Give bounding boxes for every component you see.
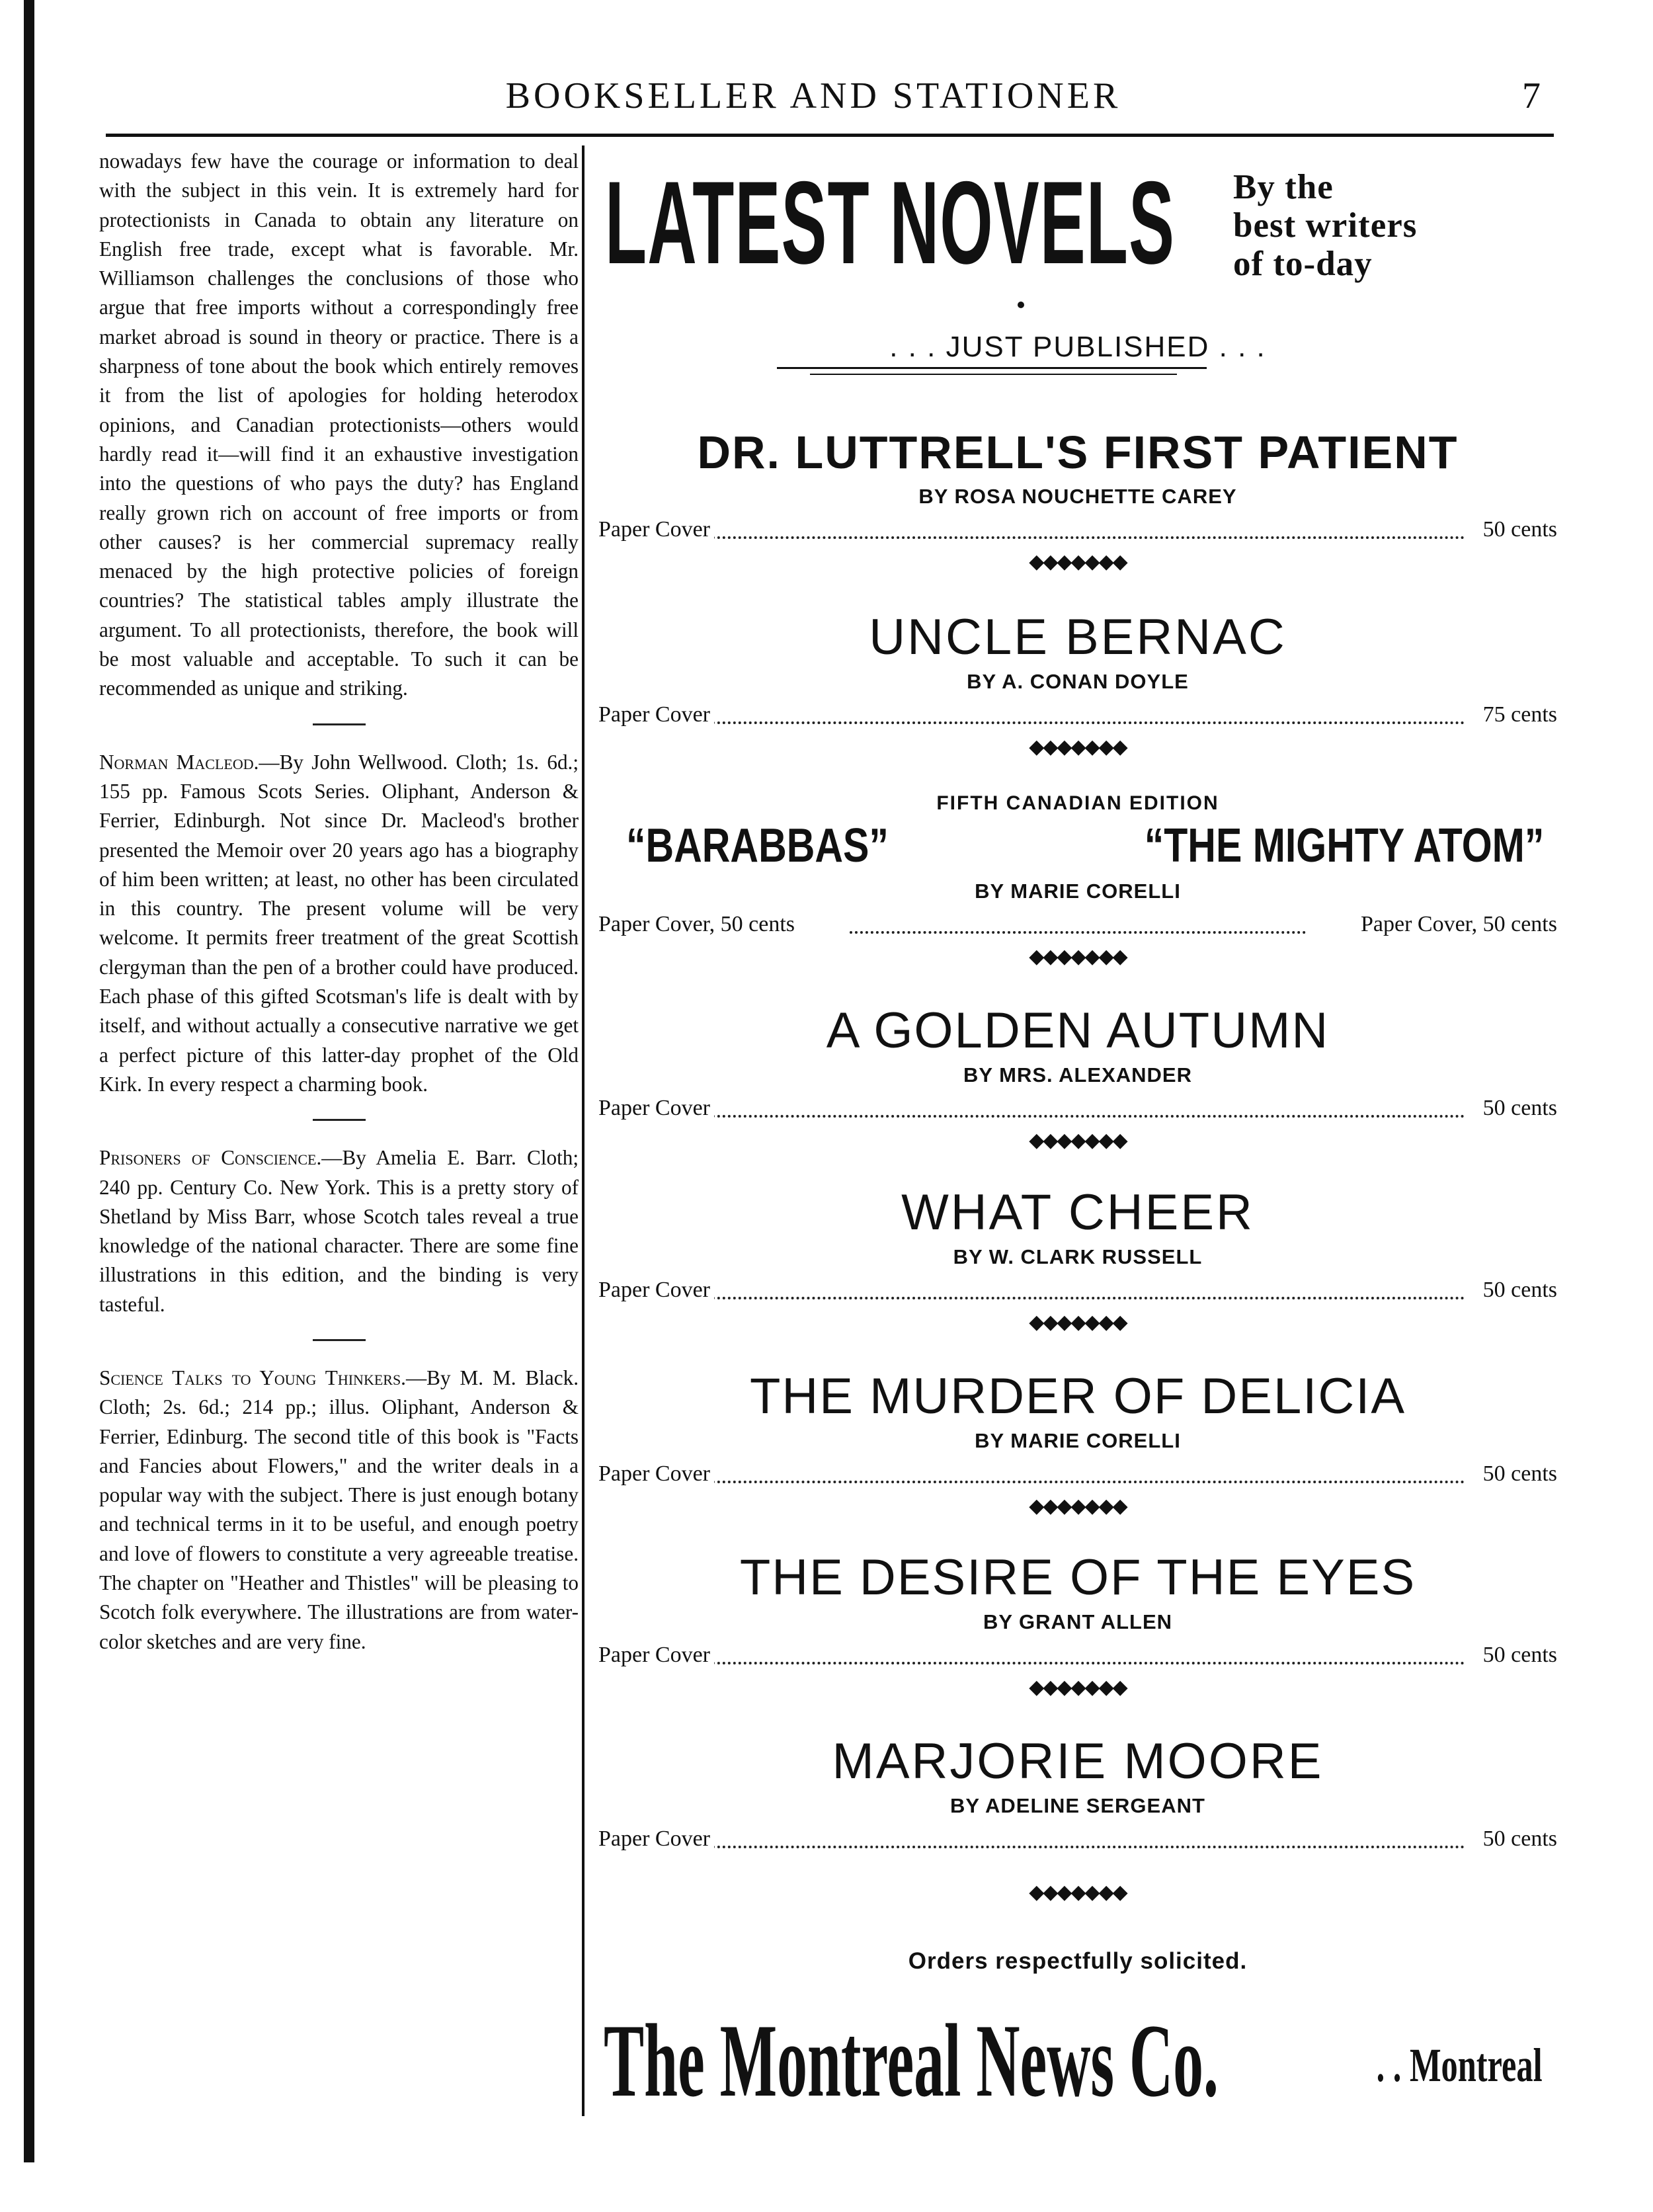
book-listing: [598, 1184, 1557, 1334]
review-science-talks: [99, 1364, 579, 1657]
leader-dots: [850, 931, 1306, 934]
leader-dots: [691, 721, 1465, 724]
ad-headline-block: [598, 153, 1557, 299]
price-line: [598, 700, 1557, 730]
ad-headline: LATEST NOVELS: [605, 157, 1176, 288]
leader-dots: [691, 1297, 1465, 1299]
diamond-ornament: ◆◆◆◆◆◆◆: [1029, 736, 1127, 758]
diamond-ornament: ◆◆◆◆◆◆◆: [1029, 551, 1127, 573]
review-body: —By John Wellwood. Cloth; 1s. 6d.; 155 pp. Famous Scots Series. Oliphant, Anderson & Ferrier, Edinburgh. Not since Dr. Macleod's brother presented the Memoir over 20 years ago has a biography of him been written; at least, no other has been circulated in this country. The present volume will be very welcome. It permits freer treatment of the great Scottish clergyman than the pen of a brother could have produced. Each phase of this gifted Scotsman's life is dealt with by itself, and without actually a consecutive narrative we get a perfect picture of this latter-day prophet of the Old Kirk. In every respect a charming book.: [99, 750, 579, 1096]
price-label: Paper Cover: [598, 1824, 714, 1854]
price-label: Paper Cover: [598, 1275, 714, 1305]
leader-dots: [691, 1662, 1465, 1664]
book-listing: [598, 423, 1557, 574]
price-label: Paper Cover: [598, 1459, 714, 1489]
just-published-subhead: . . . JUST PUBLISHED . . .: [889, 331, 1266, 363]
price-line: [598, 514, 1557, 545]
book-author: BY ROSA NOUCHETTE CAREY: [918, 485, 1237, 508]
page-edge-bar: [24, 0, 34, 2162]
orders-line: Orders respectfully solicited.: [908, 1948, 1248, 1974]
page-number: 7: [1522, 75, 1541, 116]
price-value: 50 cents: [1479, 1275, 1557, 1305]
price-value: 50 cents: [1479, 1093, 1557, 1124]
review-heading: Science Talks to Young Thinkers.: [99, 1366, 406, 1389]
book-listing: [598, 1002, 1557, 1153]
header-title: BOOKSELLER AND STATIONER: [505, 75, 1121, 116]
price-value: 50 cents: [1479, 1640, 1557, 1670]
book-title: UNCLE BERNAC: [869, 609, 1287, 665]
review-column: [99, 147, 579, 2131]
price-label: Paper Cover: [598, 1093, 714, 1124]
book-listing: [598, 1549, 1557, 1700]
price-value: Paper Cover, 50 cents: [1357, 909, 1557, 940]
ink-dot: [1018, 302, 1024, 308]
book-title: A GOLDEN AUTUMN: [826, 1003, 1330, 1059]
header-rule: [106, 134, 1554, 137]
book-author: BY MARIE CORELLI: [975, 880, 1181, 903]
review-body: —By M. M. Black. Cloth; 2s. 6d.; 214 pp.; illus. Oliphant, Anderson & Ferrier, Edinburg. The second title of this book is "Facts and Fancies about Flowers," and the writer deals in a popular way with the subject. There is just enough botany and technical terms in it to be useful, and enough poetry and love of flowers to constitute a very agreeable treatise. The chapter on "Heather and Thistles" will be pleasing to Scotch folk everywhere. The illustrations are from water-color sketches and are very fine.: [99, 1366, 579, 1653]
price-label: Paper Cover, 50 cents: [598, 909, 799, 940]
book-author: BY MRS. ALEXANDER: [963, 1063, 1192, 1086]
book-title: MARJORIE MOORE: [832, 1733, 1324, 1789]
price-label: Paper Cover: [598, 514, 714, 545]
price-value: 50 cents: [1479, 514, 1557, 545]
tagline-line: best writers: [1233, 206, 1418, 245]
diamond-ornament: ◆◆◆◆◆◆◆: [1029, 1495, 1127, 1517]
advertisement: [598, 145, 1557, 2123]
leader-dots: [691, 1115, 1465, 1118]
book-author: BY W. CLARK RUSSELL: [953, 1245, 1203, 1268]
book-listing: [598, 1368, 1557, 1518]
review-opening: nowadays few have the courage or information to deal with the subject in this vein. It is extremely hard for protectionists in Canada to obtain any literature on English free trade, except what is favorable. Mr. Williamson challenges the conclusions of those who argue that free imports without a correspondingly free market abroad is sound in theory or practice. There is a sharpness of tone about the book which entirely removes it from the list of apologies for holding heterodox opinions, and Canadian protectionists—others would hardly read it—will find it an exhaustive investigation into the questions of who pays the duty? has England really grown rich on account of free imports or from other causes? is her commercial supremacy really menaced by the high protective policies of foreign countries? The statistical tables amply illustrate the argument. To all protectionists, therefore, the book will be most valuable and acceptable. To such it can be recommended as unique and striking.: [99, 149, 579, 700]
price-line: [598, 909, 1557, 940]
price-value: 50 cents: [1479, 1824, 1557, 1854]
diamond-ornament: ◆◆◆◆◆◆◆: [1029, 1311, 1127, 1333]
publisher-imprint: [598, 2005, 1557, 2117]
section-separator: [313, 1339, 366, 1341]
book-author: BY A. CONAN DOYLE: [967, 670, 1189, 693]
book-title-mighty-atom: “THE MIGHTY ATOM”: [1144, 819, 1544, 872]
book-listing: [598, 1733, 1557, 1905]
section-separator: [313, 1119, 366, 1121]
leader-dots: [691, 536, 1465, 539]
book-title-barabbas: “BARABBAS”: [626, 819, 889, 872]
ad-tagline: [1233, 168, 1417, 283]
price-label: Paper Cover: [598, 1640, 714, 1670]
diamond-ornament: ◆◆◆◆◆◆◆: [1029, 946, 1127, 967]
tagline-line: of to-day: [1233, 245, 1373, 283]
book-author: BY MARIE CORELLI: [975, 1429, 1181, 1452]
review-body: —By Amelia E. Barr. Cloth; 240 pp. Century Co. New York. This is a pretty story of Shetland by Miss Barr, whose Scotch tales reveal a true knowledge of the national character. There are some fine illustrations in this edition, and the binding is very tasteful.: [99, 1146, 579, 1316]
book-author: BY GRANT ALLEN: [983, 1610, 1173, 1633]
book-listing: [598, 608, 1557, 759]
leader-dots: [691, 1846, 1465, 1848]
diamond-ornament: ◆◆◆◆◆◆◆: [1029, 1881, 1127, 1903]
subhead-rule: [777, 367, 1207, 369]
diamond-ornament: ◆◆◆◆◆◆◆: [1029, 1676, 1127, 1698]
book-title: DR. LUTTRELL'S FIRST PATIENT: [697, 427, 1459, 478]
price-line: [598, 1275, 1557, 1305]
book-title: WHAT CHEER: [901, 1184, 1254, 1241]
book-author: BY ADELINE SERGEANT: [950, 1794, 1205, 1817]
price-line: [598, 1640, 1557, 1670]
publisher-name: The Montreal News Co.: [604, 2003, 1219, 2119]
book-listing-corelli: [598, 790, 1557, 969]
price-label: Paper Cover: [598, 700, 714, 730]
book-title: THE DESIRE OF THE EYES: [739, 1549, 1416, 1606]
section-separator: [313, 723, 366, 725]
review-prisoners-of-conscience: [99, 1143, 579, 1319]
price-line: [598, 1459, 1557, 1489]
review-norman-macleod: [99, 748, 579, 1100]
book-title: THE MURDER OF DELICIA: [749, 1368, 1406, 1424]
price-line: [598, 1824, 1557, 1854]
price-line: [598, 1093, 1557, 1124]
leader-dots: [691, 1481, 1465, 1483]
running-header: [60, 69, 1567, 122]
price-value: 75 cents: [1479, 700, 1557, 730]
edition-note: FIFTH CANADIAN EDITION: [936, 792, 1219, 814]
column-divider: [582, 145, 585, 2116]
publisher-city: . . Montreal: [1376, 2039, 1543, 2092]
review-heading: Norman Macleod.: [99, 750, 259, 774]
twin-titles: [598, 817, 1557, 876]
review-heading: Prisoners of Conscience.: [99, 1146, 322, 1170]
diamond-ornament: ◆◆◆◆◆◆◆: [1029, 1129, 1127, 1151]
price-value: 50 cents: [1479, 1459, 1557, 1489]
tagline-line: By the: [1233, 168, 1334, 206]
subhead-rule: [810, 374, 1177, 375]
